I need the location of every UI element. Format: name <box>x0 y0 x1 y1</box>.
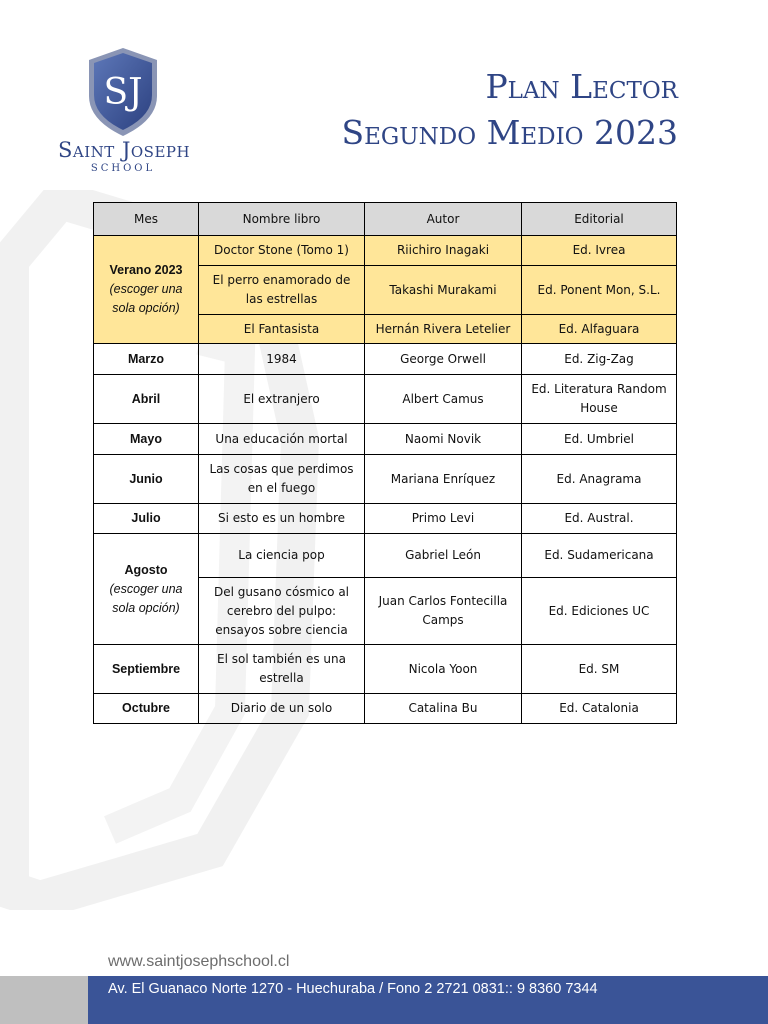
table-row <box>94 375 677 424</box>
month-label: Agosto <box>124 562 168 577</box>
month-cell-octubre: Octubre <box>94 694 199 724</box>
month-cell-junio: Junio <box>94 455 199 504</box>
title-line-1: Plan Lector <box>485 67 678 106</box>
author-cell: Hernán Rivera Letelier <box>365 315 522 344</box>
book-cell: Las cosas que perdimos en el fuego <box>199 455 365 504</box>
month-cell-agosto <box>94 534 199 645</box>
footer-bar <box>0 976 768 1024</box>
month-cell-mayo: Mayo <box>94 424 199 455</box>
book-cell: Diario de un solo <box>199 694 365 724</box>
publisher-cell: Ed. Anagrama <box>522 455 677 504</box>
book-cell: El extranjero <box>199 375 365 424</box>
publisher-cell: Ed. Alfaguara <box>522 315 677 344</box>
choice-note: (escoger una sola opción) <box>109 282 183 315</box>
book-cell: 1984 <box>199 344 365 375</box>
page-title <box>342 64 679 156</box>
footer-website-link[interactable]: www.saintjosephschool.cl <box>108 953 290 970</box>
author-cell: George Orwell <box>365 344 522 375</box>
table-row <box>94 534 677 578</box>
footer-address: Av. El Guanaco Norte 1270 - Huechuraba / Fono 2 2721 0831:: 9 8360 7344 <box>108 981 598 997</box>
footer-accent-block <box>0 976 88 1024</box>
logo-monogram: SJ <box>103 72 143 113</box>
book-cell: Una educación mortal <box>199 424 365 455</box>
author-cell: Albert Camus <box>365 375 522 424</box>
book-cell: El perro enamorado de las estrellas <box>199 266 365 315</box>
book-cell: Del gusano cósmico al cerebro del pulpo: ensayos sobre ciencia <box>199 578 365 645</box>
book-cell: Si esto es un hombre <box>199 504 365 534</box>
month-cell-marzo: Marzo <box>94 344 199 375</box>
book-cell: El Fantasista <box>199 315 365 344</box>
publisher-cell: Ed. Ponent Mon, S.L. <box>522 266 677 315</box>
author-cell: Takashi Murakami <box>365 266 522 315</box>
publisher-cell: Ed. Zig-Zag <box>522 344 677 375</box>
title-line-2: Segundo Medio 2023 <box>341 113 678 152</box>
school-name: Saint Joseph <box>58 138 191 162</box>
author-cell: Riichiro Inagaki <box>365 236 522 266</box>
table-row <box>94 455 677 504</box>
author-cell: Nicola Yoon <box>365 645 522 694</box>
table-row <box>94 424 677 455</box>
month-cell-julio: Julio <box>94 504 199 534</box>
author-cell: Juan Carlos Fontecilla Camps <box>365 578 522 645</box>
publisher-cell: Ed. Ediciones UC <box>522 578 677 645</box>
month-cell-verano <box>94 236 199 344</box>
header-editorial: Editorial <box>522 203 677 236</box>
month-cell-abril: Abril <box>94 375 199 424</box>
publisher-cell: Ed. Literatura Random House <box>522 375 677 424</box>
publisher-cell: Ed. Sudamericana <box>522 534 677 578</box>
choice-note: (escoger una sola opción) <box>109 581 183 615</box>
header-nombre-libro: Nombre libro <box>199 203 365 236</box>
book-cell: La ciencia pop <box>199 534 365 578</box>
author-cell: Catalina Bu <box>365 694 522 724</box>
publisher-cell: Ed. Catalonia <box>522 694 677 724</box>
header-autor: Autor <box>365 203 522 236</box>
table-header-row <box>94 203 677 236</box>
reading-plan-table <box>93 202 677 724</box>
publisher-cell: Ed. Austral. <box>522 504 677 534</box>
publisher-cell: Ed. SM <box>522 645 677 694</box>
month-label: Verano 2023 <box>109 263 183 277</box>
month-cell-septiembre: Septiembre <box>94 645 199 694</box>
publisher-cell: Ed. Umbriel <box>522 424 677 455</box>
table-row <box>94 504 677 534</box>
shield-icon <box>86 46 160 138</box>
table-row <box>94 236 677 266</box>
book-cell: Doctor Stone (Tomo 1) <box>199 236 365 266</box>
table-row <box>94 694 677 724</box>
author-cell: Gabriel León <box>365 534 522 578</box>
book-cell: El sol también es una estrella <box>199 645 365 694</box>
school-subtitle: SCHOOL <box>90 163 156 174</box>
author-cell: Mariana Enríquez <box>365 455 522 504</box>
publisher-cell: Ed. Ivrea <box>522 236 677 266</box>
school-logo <box>58 46 191 174</box>
table-row <box>94 344 677 375</box>
author-cell: Naomi Novik <box>365 424 522 455</box>
table-row <box>94 645 677 694</box>
header-mes: Mes <box>94 203 199 236</box>
author-cell: Primo Levi <box>365 504 522 534</box>
